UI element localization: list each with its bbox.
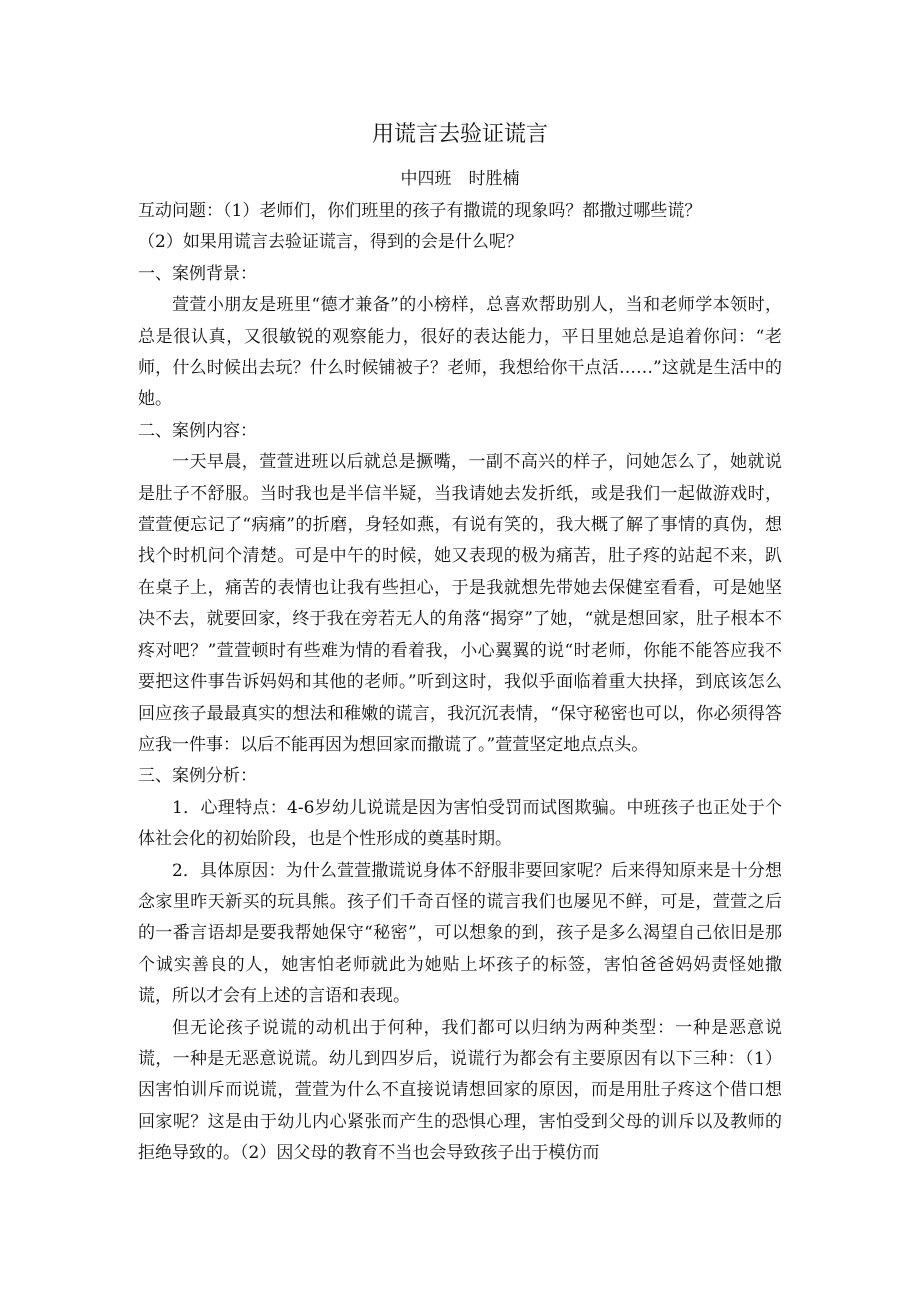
document-body [138,196,782,1170]
document-title: 用谎言去验证谎言 [371,122,548,147]
analysis-paragraph-2: 2．具体原因：为什么萱萱撒谎说身体不舒服非要回家呢？后来得知原来是十分想念家里昨天新买的玩具熊。孩子们千奇百怪的谎言我们也屡见不鲜，可是，萱萱之后的一番言语却是要我帮她保守“秘密”，可以想象的到，孩子是多么渴望自己依旧是那个诚实善良的人，她害怕老师就此为她贴上坏孩子的标签，害怕爸爸妈妈责怪她撒谎，所以才会有上述的言语和表现。 [138,860,782,1007]
background-paragraph: 萱萱小朋友是班里“德才兼备”的小榜样，总喜欢帮助别人，当和老师学本领时，总是很认真，又很敏锐的观察能力，很好的表达能力，平日里她总是追着你问：“老师，什么时候出去玩？什么时候铺被子？老师，我想给你干点活……”这就是生活中的她。 [138,295,782,410]
document-author: 中四班 时胜楠 [400,169,520,189]
question-paragraph-1: 互动问题：（1）老师们，你们班里的孩子有撒谎的现象吗？都撒过哪些谎？ [138,201,702,221]
content-paragraph: 一天早晨，萱萱进班以后就总是撅嘴，一副不高兴的样子，问她怎么了，她就说是肚子不舒服。当时我也是半信半疑，当我请她去发折纸，或是我们一起做游戏时，萱萱便忘记了“病痛”的折磨，身轻如燕，有说有笑的，我大概了解了事情的真伪，想找个时机问个清楚。可是中午的时候，她又表现的极为痛苦，肚子疼的站起不来，趴在桌子上，痛苦的表情也让我有些担心，于是我就想先带她去保健室看看，可是她坚决不去，就要回家，终于我在旁若无人的角落“揭穿”了她，“就是想回家，肚子根本不疼对吧？”萱萱顿时有些难为情的看着我，小心翼翼的说“时老师，你能不能答应我不要把这件事告诉妈妈和其他的老师。”听到这时，我似乎面临着重大抉择，到底该怎么回应孩子最最真实的想法和稚嫩的谎言，我沉沉表情，“保守秘密也可以，你必须得答应我一件事：以后不能再因为想回家而撒谎了。”萱萱坚定地点点头。 [138,452,782,755]
analysis-paragraph-3: 但无论孩子说谎的动机出于何种，我们都可以归纳为两种类型：一种是恶意说谎，一种是无恶意说谎。幼儿到四岁后，说谎行为都会有主要原因有以下三种：（1）因害怕训斥而说谎，萱萱为什么不直接说请想回家的原因，而是用肚子疼这个借口想回家呢？这是由于幼儿内心紧张而产生的恐惧心理，害怕受到父母的训斥以及教师的拒绝导致的。（2）因父母的教育不当也会导致孩子出于模仿而 [138,1017,782,1164]
analysis-paragraph-1: 1．心理特点：4-6岁幼儿说谎是因为害怕受罚而试图欺骗。中班孩子也正处于个体社会化的初始阶段，也是个性形成的奠基时期。 [138,797,782,850]
section-heading-analysis: 三、案例分析： [138,766,257,787]
section-heading-background: 一、案例背景： [138,263,257,284]
section-heading-content: 二、案例内容： [138,420,257,441]
question-paragraph-2: （2）如果用谎言去验证谎言，得到的会是什么呢？ [138,232,523,253]
